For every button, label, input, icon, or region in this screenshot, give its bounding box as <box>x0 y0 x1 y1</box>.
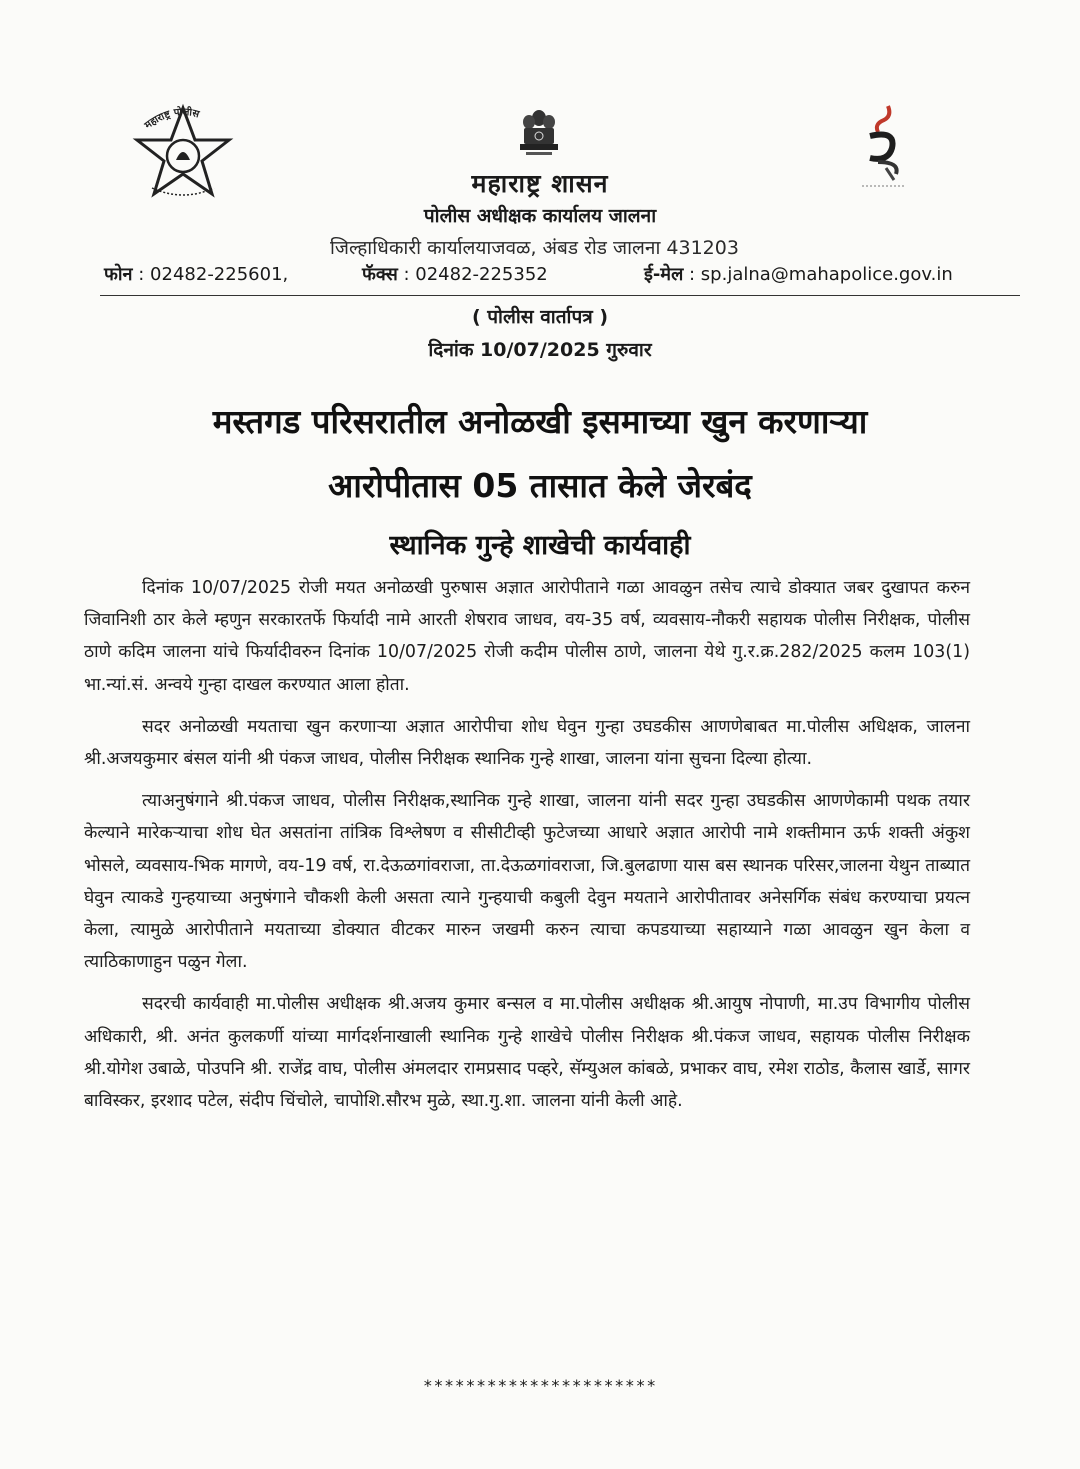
body-paragraph-1: दिनांक 10/07/2025 रोजी मयत अनोळखी पुरुषास अज्ञात आरोपीताने गळा आवळुन तसेच त्याचे डोक्यात जबर दुखापत करुन जिवानिशी ठार केले म्हणुन सरकारतर्फे फिर्यादी नामे आरती शेषराव जाधव, वय-35 वर्ष, व्यवसाय-नौकरी सहायक पोलीस निरीक्षक, पोलीस ठाणे कदिम जालना यांचे फिर्यादीवरुन दिनांक 10/07/2025 रोजी कदीम पोलीस ठाणे, जालना येथे गु.र.क्र.282/2025 कलम 103(1) भा.न्यां.सं. अन्वये गुन्हा दाखल करण्यात आला होता. <box>84 578 970 695</box>
email-label: ई-मेल <box>644 264 684 285</box>
body-paragraph-2: सदर अनोळखी मयताचा खुन करणाऱ्या अज्ञात आरोपीचा शोध घेवुन गुन्हा उघडकीस आणणेबाबत मा.पोलीस अधिक्षक, जालना श्री.अजयकुमार बंसल यांनी श्री पंकज जाधव, पोलीस निरीक्षक स्थानिक गुन्हे शाखा, जालना यांना सुचना दिल्या होत्या. <box>84 716 970 770</box>
office-address: जिल्हाधिकारी कार्यालयाजवळ, अंबड रोड जालना 431203 <box>330 237 739 259</box>
phone-value: : 02482-225601, <box>138 264 289 285</box>
fax-label: फॅक्स <box>362 264 398 285</box>
headline-line-2: आरोपीतास 05 तासात केले जेरबंद <box>328 466 752 505</box>
body-paragraph-3: त्याअनुषंगाने श्री.पंकज जाधव, पोलीस निरीक्षक,स्थानिक गुन्हे शाखा, जालना यांनी सदर गुन्हा उघडकीस आणणेकामी पथक तयार केल्याने मारेकऱ्याचा शोध घेत असतांना तांत्रिक विश्लेषण व सीसीटीव्ही फुटेजच्या आधारे अज्ञात आरोपी नामे शक्तीमान ऊर्फ शक्ती अंकुश भोसले, व्यवसाय-भिक मागणे, वय-19 वर्ष, रा.देऊळगांवराजा, ता.देऊळगांवराजा, जि.बुलढाणा यास बस स्थानक परिसर,जालना येथुन ताब्यात घेवुन त्याकडे गुन्हयाच्या अनुषंगाने चौकशी केली असता त्याने गुन्हयाची कबुली देवुन मयताने आरोपीतावर अनेसर्गिक संबंध करण्याचा प्रयत्न केला, त्यामुळे आरोपीताने मयताच्या डोक्यात वीटकर मारुन जखमी करुन त्याचा कपडयाच्या सहाय्याने गळा आवळुन खुन केला व त्याठिकाणाहुन पळुन गेला. <box>84 791 970 973</box>
date-line: दिनांक 10/07/2025 गुरुवार <box>428 339 652 361</box>
phone-contact <box>104 262 288 286</box>
body-paragraph-4: सदरची कार्यवाही मा.पोलीस अधीक्षक श्री.अजय कुमार बन्सल व मा.पोलीस अधीक्षक श्री.आयुष नोपाणी, मा.उप विभागीय पोलीस अधिकारी, श्री. अनंत कुलकर्णी यांच्या मार्गदर्शनाखाली स्थानिक गुन्हे शाखेचे पोलीस निरीक्षक श्री.पंकज जाधव, सहायक पोलीस निरीक्षक श्री.योगेश उबाळे, पोउपनि श्री. राजेंद्र वाघ, पोलीस अंमलदार रामप्रसाद पव्हरे, सॅम्युअल कांबळे, प्रभाकर वाघ, रमेश राठोड, कैलास खार्डे, सागर बाविस्कर, इरशाद पटेल, संदीप चिंचोले, चापोशि.सौरभ मुळे, स्था.गु.शा. जालना यांनी केली आहे. <box>84 994 970 1112</box>
svg-text:महाराष्ट्र पोलीस <box>142 105 201 132</box>
office-name: पोलीस अधीक्षक कार्यालय जालना <box>423 205 657 227</box>
left-logo-text: महाराष्ट्र पोलीस <box>142 106 201 132</box>
footer-stars: ********************** <box>423 1376 657 1395</box>
headline-subtitle: स्थानिक गुन्हे शाखेची कार्यवाही <box>389 530 691 561</box>
email-contact <box>644 262 953 286</box>
phone-label: फोन <box>104 264 133 285</box>
press-release-label: ( पोलीस वार्तापत्र ) <box>471 306 609 328</box>
body-text <box>84 572 970 1127</box>
government-title: महाराष्ट्र शासन <box>471 169 609 198</box>
fax-contact <box>362 262 548 286</box>
headline-line-1: मस्तगड परिसरातील अनोळखी इसमाच्या खुन करणाऱ्या <box>212 402 868 441</box>
fax-value: : 02482-225352 <box>403 264 548 285</box>
header-divider <box>100 295 1020 296</box>
contact-row <box>104 262 974 292</box>
email-value: : sp.jalna@mahapolice.gov.in <box>689 264 953 285</box>
ashoka-emblem-icon <box>514 104 564 162</box>
